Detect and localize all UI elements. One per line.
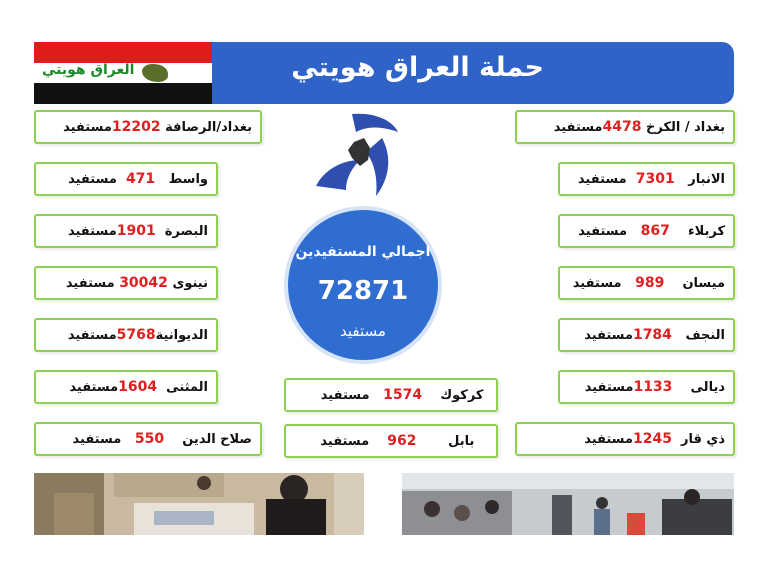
stat-box-karbala: [558, 214, 735, 248]
count-value: 12202: [111, 119, 161, 135]
place-label: البصرة: [164, 224, 208, 239]
stat-box-babil: [284, 424, 498, 458]
photo-left: [34, 473, 364, 535]
place-label: النجف: [685, 328, 725, 343]
total-unit: مستفيد: [340, 322, 386, 340]
unit-label: مستفيد: [584, 432, 633, 447]
place-label: صلاح الدين: [182, 432, 252, 447]
place-label: الانبار: [688, 172, 725, 187]
count-value: 1133: [633, 379, 673, 395]
unit-label: مستفيد: [578, 224, 628, 239]
total-beneficiaries-circle: [284, 206, 442, 364]
count-value: 550: [134, 431, 165, 447]
place-label: كربلاء: [687, 224, 725, 239]
campaign-logo-icon: [312, 108, 407, 203]
place-label: نينوى: [172, 276, 208, 291]
logo-text: العراق هويتي: [42, 62, 135, 78]
unit-label: مستفيد: [320, 388, 370, 403]
count-value: 1604: [118, 379, 158, 395]
count-value: 989: [635, 275, 665, 291]
place-label: الديوانية: [155, 328, 208, 343]
count-value: 4478: [602, 119, 642, 135]
place-label: ديالى: [690, 380, 725, 395]
stat-box-maysan: [558, 266, 735, 300]
unit-label: مستفيد: [584, 380, 634, 395]
stat-box-dhiqar: [515, 422, 735, 456]
total-value: 72871: [317, 276, 409, 306]
place-label: ميسان: [682, 276, 725, 291]
stat-box-wasit: [34, 162, 218, 196]
stat-box-muthanna: [34, 370, 218, 404]
count-value: 1901: [116, 223, 156, 239]
unit-label: مستفيد: [67, 224, 117, 239]
place-label: بغداد/الرصافة: [165, 120, 252, 135]
stat-box-kirkuk: [284, 378, 498, 412]
place-label: ذي قار: [681, 432, 725, 447]
unit-label: مستفيد: [63, 120, 112, 135]
place-label: بغداد / الكرخ: [645, 120, 725, 135]
count-value: 962: [387, 433, 417, 449]
place-label: بابل: [448, 434, 475, 449]
flag-logo: [34, 42, 212, 104]
unit-label: مستفيد: [584, 328, 633, 343]
banner-title: حملة العراق هويتي: [291, 52, 544, 83]
count-value: 1574: [383, 387, 423, 403]
place-label: المثنى: [166, 380, 208, 395]
stat-box-najaf: [558, 318, 735, 352]
stat-box-nineveh: [34, 266, 218, 300]
stat-box-baghdad-rusafa: [34, 110, 262, 144]
count-value: 5768: [116, 327, 156, 343]
stat-box-basra: [34, 214, 218, 248]
unit-label: مستفيد: [572, 276, 622, 291]
photo-right: [402, 473, 734, 535]
total-label: اجمالي المستفيدين: [295, 244, 431, 260]
stat-box-baghdad-karkh: [515, 110, 735, 144]
stat-box-diwaniya: [34, 318, 218, 352]
stat-box-diyala: [558, 370, 735, 404]
unit-label: مستفيد: [68, 172, 117, 187]
unit-label: مستفيد: [69, 380, 119, 395]
stat-box-anbar: [558, 162, 735, 196]
count-value: 867: [640, 223, 670, 239]
unit-label: مستفيد: [320, 434, 370, 449]
count-value: 1245: [632, 431, 672, 447]
place-label: كركوك: [440, 388, 484, 403]
count-value: 30042: [119, 275, 168, 291]
count-value: 471: [125, 171, 156, 187]
unit-label: مستفيد: [65, 276, 115, 291]
count-value: 7301: [635, 171, 675, 187]
unit-label: مستفيد: [72, 432, 122, 447]
unit-label: مستفيد: [67, 328, 117, 343]
count-value: 1784: [632, 327, 672, 343]
stat-box-salahuddin: [34, 422, 262, 456]
unit-label: مستفيد: [577, 172, 627, 187]
unit-label: مستفيد: [553, 120, 603, 135]
place-label: واسط: [168, 172, 208, 187]
